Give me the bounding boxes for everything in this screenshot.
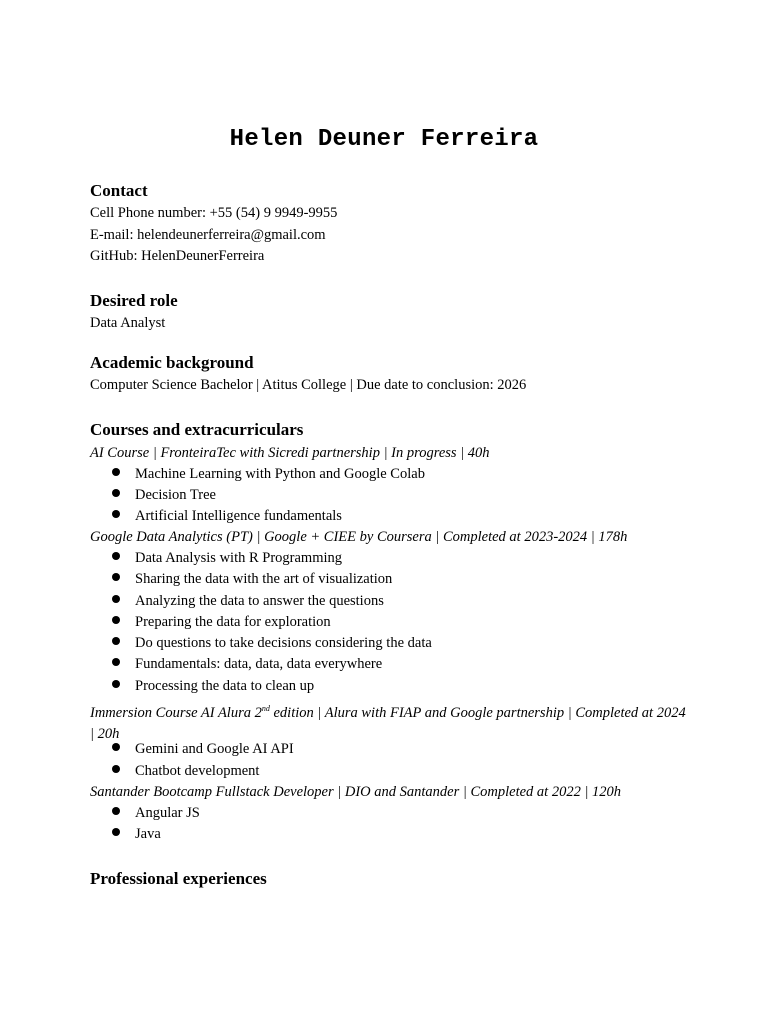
professional-heading: Professional experiences <box>90 869 267 888</box>
bullet-icon <box>112 552 120 560</box>
bullet-text: Java <box>135 826 161 842</box>
list-item <box>112 678 314 695</box>
list-item <box>112 741 294 758</box>
bullet-icon <box>112 807 120 815</box>
bullet-icon <box>112 510 120 518</box>
bullet-icon <box>112 680 120 688</box>
course-title: AI Course | FronteiraTec with Sicredi partnership | In progress | 40h <box>90 445 490 461</box>
bullet-text: Analyzing the data to answer the questions <box>135 593 384 609</box>
bullet-icon <box>112 616 120 624</box>
bullet-text: Sharing the data with the art of visualization <box>135 571 393 587</box>
list-item <box>112 550 342 567</box>
list-item <box>112 826 161 843</box>
bullet-icon <box>112 765 120 773</box>
bullet-text: Chatbot development <box>135 763 260 779</box>
course-title <box>90 698 690 745</box>
bullet-text: Gemini and Google AI API <box>135 741 294 757</box>
course-title: Google Data Analytics (PT) | Google + CIEE by Coursera | Completed at 2023-2024 | 178h <box>90 529 628 545</box>
list-item <box>112 571 392 588</box>
course-title: Santander Bootcamp Fullstack Developer | DIO and Santander | Completed at 2022 | 120h <box>90 784 622 800</box>
courses-heading: Courses and extracurriculars <box>90 420 304 439</box>
bullet-text: Do questions to take decisions considering the data <box>135 635 432 651</box>
bullet-text: Fundamentals: data, data, data everywhere <box>135 656 383 672</box>
academic-heading: Academic background <box>90 353 254 372</box>
list-item <box>112 508 342 525</box>
bullet-icon <box>112 637 120 645</box>
contact-email: E-mail: helendeunerferreira@gmail.com <box>90 227 326 243</box>
bullet-icon <box>112 658 120 666</box>
bullet-icon <box>112 595 120 603</box>
contact-heading: Contact <box>90 181 148 200</box>
bullet-text: Decision Tree <box>135 487 216 503</box>
list-item <box>112 656 382 673</box>
list-item <box>112 466 425 483</box>
list-item <box>112 487 216 504</box>
bullet-icon <box>112 468 120 476</box>
academic-value: Computer Science Bachelor | Atitus College | Due date to conclusion: 2026 <box>90 377 527 393</box>
desired-role-heading: Desired role <box>90 291 178 310</box>
desired-role-value: Data Analyst <box>90 315 166 331</box>
course-title-superscript: nd <box>261 704 270 713</box>
bullet-text: Processing the data to clean up <box>135 678 315 694</box>
resume-name: Helen Deuner Ferreira <box>229 126 539 153</box>
list-item <box>112 614 331 631</box>
contact-github: GitHub: HelenDeunerFerreira <box>90 248 265 264</box>
list-item <box>112 635 432 652</box>
bullet-icon <box>112 743 120 751</box>
list-item <box>112 805 200 822</box>
contact-phone: Cell Phone number: +55 (54) 9 9949-9955 <box>90 205 338 221</box>
course-title-rest: edition | Alura with FIAP and Google partnership | Completed at 2024 | 20h <box>90 704 686 742</box>
course-title-main: Immersion Course AI Alura 2 <box>90 704 262 721</box>
bullet-text: Preparing the data for exploration <box>135 614 331 630</box>
bullet-icon <box>112 828 120 836</box>
bullet-text: Artificial Intelligence fundamentals <box>135 508 342 524</box>
bullet-text: Machine Learning with Python and Google Colab <box>135 466 425 482</box>
list-item <box>112 593 384 610</box>
bullet-icon <box>112 489 120 497</box>
bullet-text: Data Analysis with R Programming <box>135 550 343 566</box>
bullet-icon <box>112 573 120 581</box>
bullet-text: Angular JS <box>135 805 200 821</box>
list-item <box>112 763 259 780</box>
